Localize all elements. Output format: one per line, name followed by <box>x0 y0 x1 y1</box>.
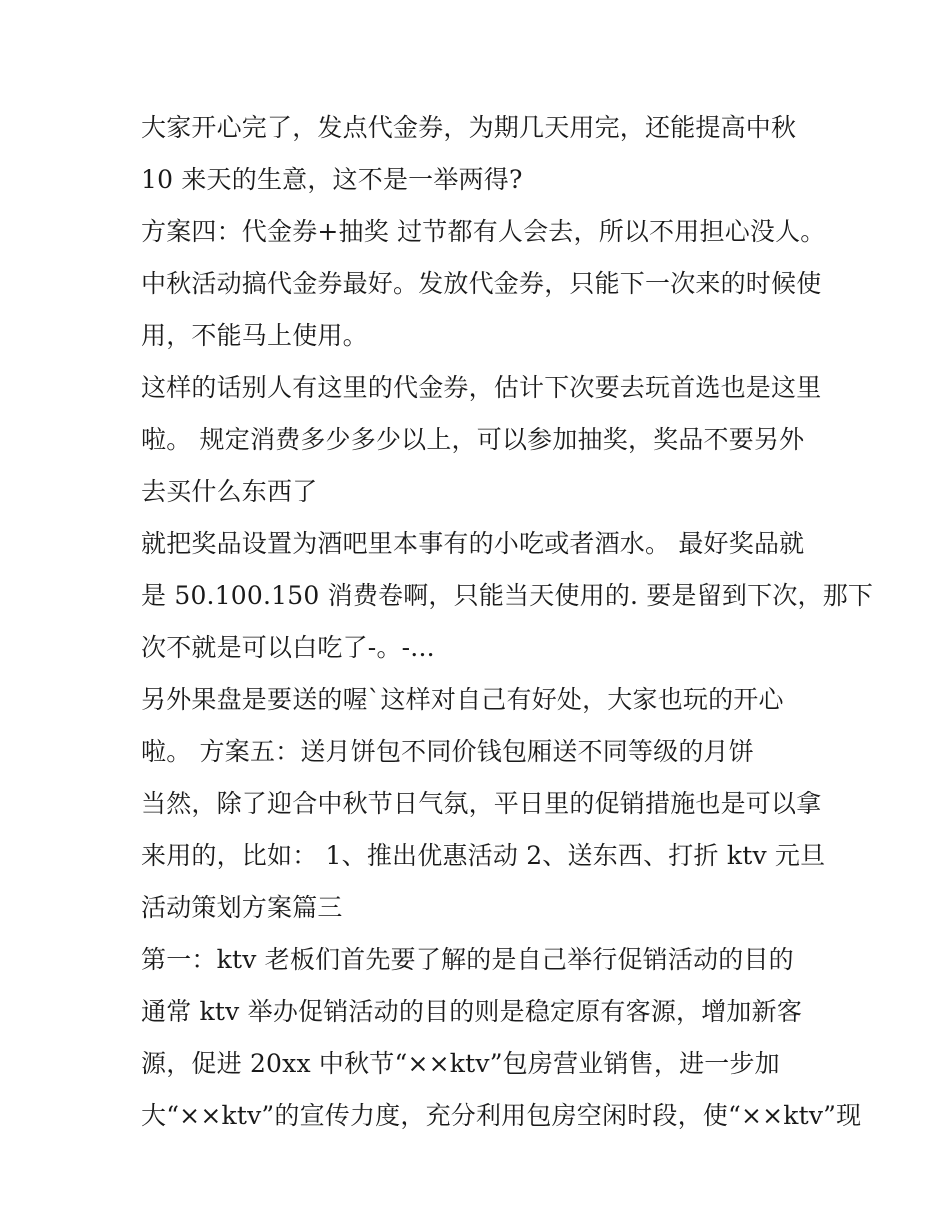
text-line: 啦。 方案五：送月饼包不同价钱包厢送不同等级的月饼 <box>141 737 754 766</box>
text-line: 中秋活动搞代金券最好。发放代金券，只能下一次来的时候使 <box>141 269 822 298</box>
text-line: 次不就是可以白吃了-。-... <box>141 633 435 662</box>
text-line: 第一：ktv 老板们首先要了解的是自己举行促销活动的目的 <box>141 945 794 974</box>
text-line: 大家开心完了，发点代金券，为期几天用完，还能提高中秋 <box>141 113 797 142</box>
text-line: 大“××ktv”的宣传力度，充分利用包房空闲时段，使“××ktv”现 <box>141 1101 862 1130</box>
text-line: 去买什么东西了 <box>141 477 318 506</box>
text-line: 是 50.100.150 消费卷啊，只能当天使用的. 要是留到下次，那下 <box>141 581 874 610</box>
body-text <box>141 108 874 1148</box>
text-line: 就把奖品设置为酒吧里本事有的小吃或者酒水。 最好奖品就 <box>141 529 805 558</box>
text-line: 源，促进 20xx 中秋节“××ktv”包房营业销售，进一步加 <box>141 1049 780 1078</box>
text-line: 另外果盘是要送的喔`这样对自己有好处，大家也玩的开心 <box>141 685 784 714</box>
text-line: 方案四：代金券+抽奖 过节都有人会去，所以不用担心没人。 <box>141 217 826 246</box>
text-line: 这样的话别人有这里的代金券，估计下次要去玩首选也是这里 <box>141 373 822 402</box>
text-line: 当然，除了迎合中秋节日气氛，平日里的促销措施也是可以拿 <box>141 789 822 818</box>
text-line: 来用的，比如： 1、推出优惠活动 2、送东西、打折 ktv 元旦 <box>141 841 826 870</box>
text-line: 10 来天的生意，这不是一举两得? <box>141 165 523 194</box>
text-line: 啦。 规定消费多少多少以上，可以参加抽奖，奖品不要另外 <box>141 425 805 454</box>
text-line: 用，不能马上使用。 <box>141 321 368 350</box>
text-line: 活动策划方案篇三 <box>141 893 343 922</box>
text-line: 通常 ktv 举办促销活动的目的则是稳定原有客源，增加新客 <box>141 997 803 1026</box>
